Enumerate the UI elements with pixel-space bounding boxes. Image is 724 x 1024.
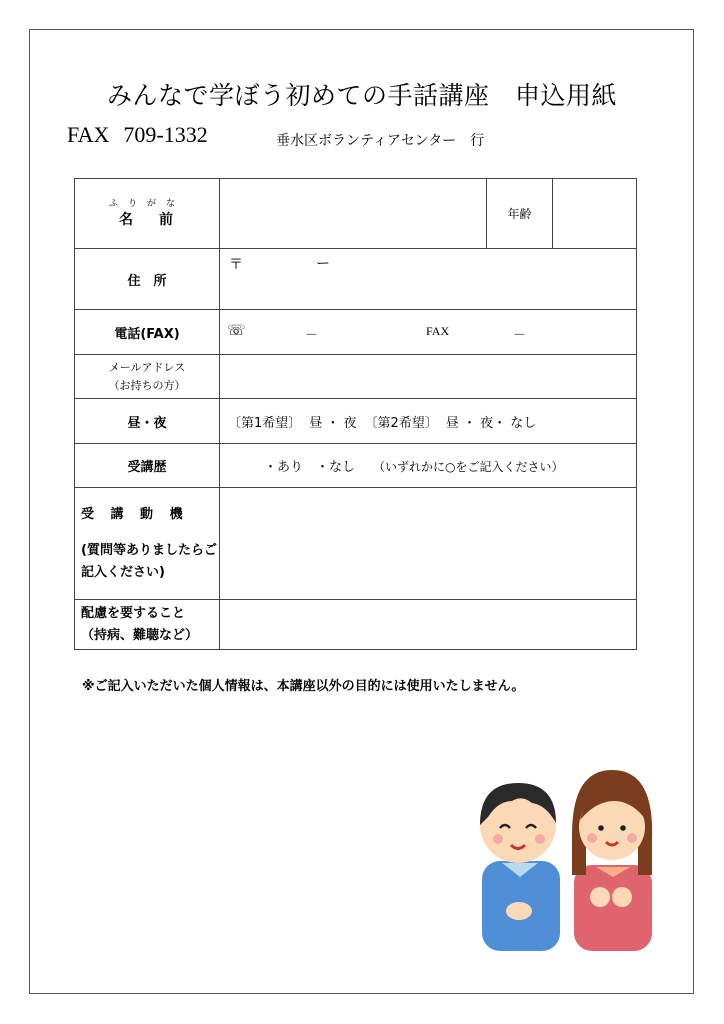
destination-suffix: 行 xyxy=(470,133,485,149)
email-input[interactable] xyxy=(220,355,637,399)
choice1-label: 〔第1希望〕 xyxy=(228,415,302,431)
experience-label: 受講歴 xyxy=(75,444,220,488)
fax-number: 709-1332 xyxy=(123,122,208,147)
name-input[interactable] xyxy=(220,179,487,249)
name-furigana: ふりがな xyxy=(108,198,185,209)
experience-choice-row[interactable] xyxy=(220,444,637,488)
choice2-options[interactable]: 昼 ・ 夜・ なし xyxy=(445,415,537,431)
motive-label-cell xyxy=(75,488,220,600)
motive-sub-label: (質問等ありましたらご記入ください) xyxy=(81,542,217,580)
age-input[interactable] xyxy=(553,179,637,249)
phone-label: 電話(FAX) xyxy=(75,310,220,355)
age-label: 年齢 xyxy=(487,179,553,249)
motive-input[interactable] xyxy=(220,488,637,600)
phone-icon: ☏ xyxy=(227,321,246,339)
care-label: 配慮を要すること xyxy=(81,605,186,621)
fax-destination xyxy=(276,130,484,150)
email-sub-label: （お持ちの方） xyxy=(108,378,186,392)
postal-mark: 〒 xyxy=(229,257,243,273)
phone-input[interactable] xyxy=(220,310,637,355)
fax-dash: － xyxy=(513,328,527,343)
email-label-cell xyxy=(75,355,220,399)
name-label-cell xyxy=(75,179,220,249)
signing-people-illustration xyxy=(462,765,662,955)
email-label: メールアドレス xyxy=(108,360,186,374)
motive-label: 受 講 動 機 xyxy=(81,506,189,522)
choice1-options[interactable]: 昼 ・ 夜 xyxy=(309,415,357,431)
choice2-label: 〔第2希望〕 xyxy=(364,415,438,431)
experience-options[interactable]: ・あり ・なし xyxy=(264,460,356,475)
page-title: みんなで学ぼう初めての手話講座 申込用紙 xyxy=(106,81,617,110)
girl-figure xyxy=(572,770,652,951)
address-input[interactable] xyxy=(220,249,637,310)
care-label-cell xyxy=(75,600,220,650)
phone-dash: － xyxy=(305,328,319,343)
fax-field-label: FAX xyxy=(426,324,450,338)
care-sub-label: （持病、難聴など） xyxy=(81,627,199,643)
daynight-label: 昼・夜 xyxy=(75,399,220,444)
postal-dash: ー xyxy=(316,256,330,272)
address-label: 住 所 xyxy=(75,249,220,310)
fax-header xyxy=(67,122,208,148)
fax-label: FAX xyxy=(67,122,110,147)
care-input[interactable] xyxy=(220,600,637,650)
privacy-notice: ※ご記入いただいた個人情報は、本講座以外の目的には使用いたしません。 xyxy=(82,679,525,694)
destination-name: 垂水区ボランティアセンター xyxy=(276,133,457,149)
boy-figure xyxy=(480,783,560,951)
daynight-choice-row[interactable] xyxy=(220,399,637,444)
experience-note: （いずれかに○をご記入ください） xyxy=(373,460,564,474)
name-label: 名前 xyxy=(119,211,199,228)
application-form xyxy=(74,178,637,650)
